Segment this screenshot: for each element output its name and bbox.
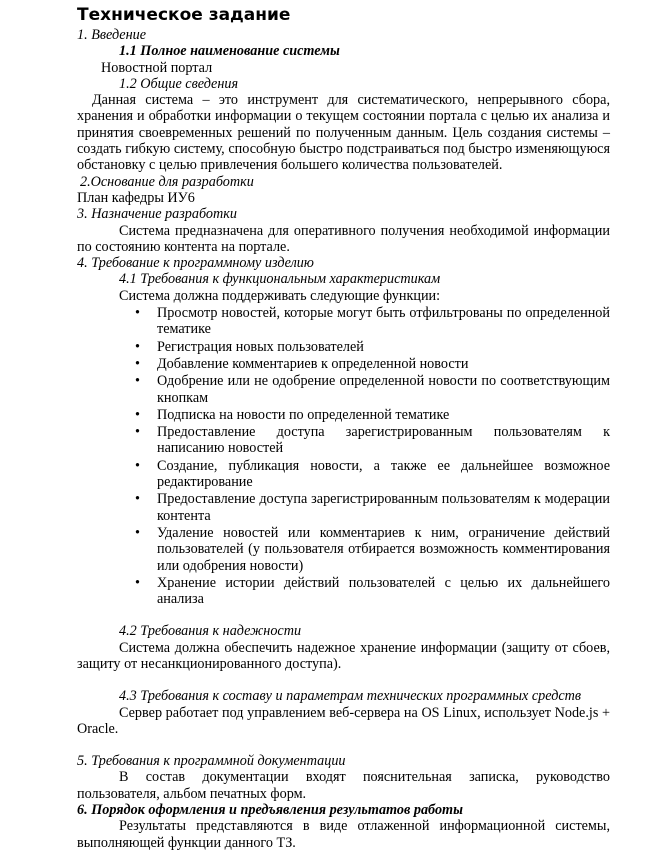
section-4-1-intro: Система должна поддерживать следующие функции: bbox=[119, 287, 441, 304]
section-3-heading: 3. Назначение разработки bbox=[77, 206, 237, 223]
section-6-text: Результаты представляются в виде отлаженной информационной системы, выполняющей функции данного ТЗ. bbox=[77, 818, 610, 851]
list-item: • Одобрение или не одобрение определенной новости по соответствующим кнопкам bbox=[77, 373, 610, 406]
list-item: • Добавление комментариев к определенной новости bbox=[77, 356, 610, 372]
spacer bbox=[77, 672, 610, 688]
section-4-2-heading: 4.2 Требования к надежности bbox=[119, 623, 302, 640]
section-1-1-text: Новостной портал bbox=[101, 59, 213, 76]
list-item: • Хранение истории действий пользователей с целью их дальнейшего анализа bbox=[77, 575, 610, 608]
section-1-2-heading: 1.2 Общие сведения bbox=[119, 75, 239, 92]
section-1-2-text: Данная система – это инструмент для систематического, непрерывного сбора, хранения и обработки информации о текущем состоянии портала с целью их анализа и принятия своевременных решений по полученным данным. Цель создания системы – создать гибкую систему, способную быстро подстраиваться под быстро изменяющуюся обстановку с целью привлечения большего количества пользователей. bbox=[77, 92, 610, 174]
section-4-3-text: Сервер работает под управлением веб-сервера на OS Linux, использует Node.js + Oracle. bbox=[77, 704, 610, 737]
section-3-text: Система предназначена для оперативного получения необходимой информации по состоянию контента на портале. bbox=[77, 222, 610, 255]
list-item: • Удаление новостей или комментариев к ним, ограничение действий пользователей (у пользователя отбирается возможность комментирования или одобрения новости) bbox=[77, 525, 610, 574]
list-item: • Регистрация новых пользователей bbox=[77, 339, 610, 355]
section-4-heading: 4. Требование к программному изделию bbox=[77, 255, 314, 272]
spacer bbox=[77, 737, 610, 753]
section-2-text: План кафедры ИУ6 bbox=[77, 189, 195, 206]
document-title: Техническое задание bbox=[77, 5, 291, 25]
section-5-text: В состав документации входят пояснительная записка, руководство пользователя, альбом печатных форм. bbox=[77, 769, 610, 802]
list-item: • Подписка на новости по определенной тематике bbox=[77, 407, 610, 423]
section-1-heading: 1. Введение bbox=[77, 27, 147, 43]
list-item: • Просмотр новостей, которые могут быть отфильтрованы по определенной тематике bbox=[77, 305, 610, 338]
section-4-3-heading: 4.3 Требования к составу и параметрам технических программных средств bbox=[119, 688, 582, 705]
section-4-1-heading: 4.1 Требования к функциональным характеристикам bbox=[119, 271, 441, 288]
functions-list bbox=[77, 305, 610, 607]
document-page bbox=[77, 0, 610, 851]
section-4-2-text: Система должна обеспечить надежное хранение информации (защиту от сбоев, защиту от несанкционированного доступа). bbox=[77, 639, 610, 672]
section-1-1-heading: 1.1 Полное наименование системы bbox=[119, 43, 340, 60]
list-item: • Предоставление доступа зарегистрированным пользователям к написанию новостей bbox=[77, 424, 610, 457]
list-item: • Создание, публикация новости, а также ее дальнейшее возможное редактирование bbox=[77, 458, 610, 491]
section-6-heading: 6. Порядок оформления и предъявления результатов работы bbox=[77, 802, 463, 819]
section-2-heading: 2.Основание для разработки bbox=[80, 173, 254, 190]
section-5-heading: 5. Требования к программной документации bbox=[77, 753, 346, 770]
spacer bbox=[77, 607, 610, 623]
list-item: • Предоставление доступа зарегистрированным пользователям к модерации контента bbox=[77, 491, 610, 524]
